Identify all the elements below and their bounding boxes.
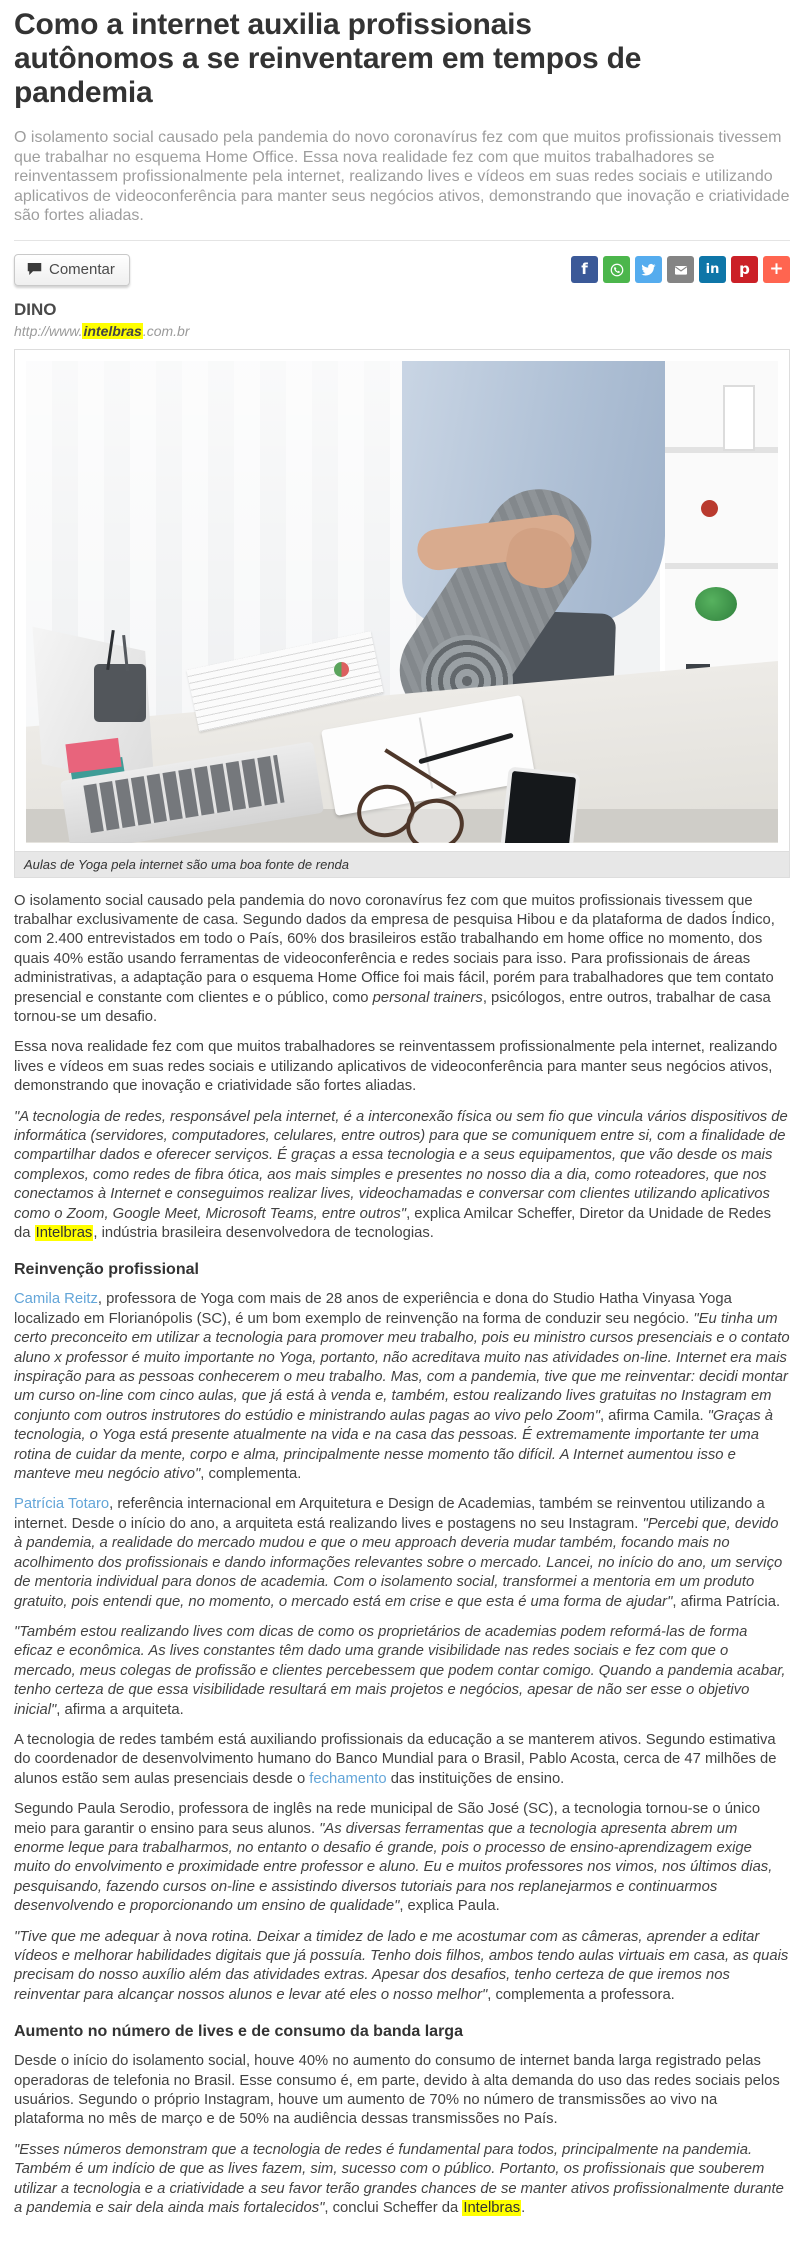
byline [14,300,790,339]
inline-link[interactable]: fechamento [309,1770,387,1787]
facebook-icon: f [581,260,588,278]
page-title: Como a internet auxilia profissionais autônomos a se reinventarem em tempos de pandemia [14,8,642,109]
quote-text: "Eu tinha um certo preconceito em utilizar a tecnologia para promover meu trabalho, pois eu ministro cursos presenciais e o contato aluno x professor é muito importante no Yoga, portanto, não acreditava muito nas atividades on-line. Internet era mais inspiração para as pessoas conhecerem o meu trabalho. Mas, com a pandemia, tive que me reinventar: decidi montar um curso on-line com cinco aulas, que já está à venda e, também, estou realizando lives gratuitas no Instagram em conjunto com outros instrutores do estúdio e ministrando aulas pagas ao vivo pelo Zoom" [14,1310,790,1424]
body-text: , professora de Yoga com mais de 28 anos de experiência e dona do Studio Hatha Vinyasa Yoga localizado em Florianópolis (SC), é um bom exemplo de reinvenção na forma de conduzir seu negócio. [14,1291,732,1327]
inline-link[interactable]: Camila Reitz [14,1291,98,1308]
email-share-button[interactable] [667,256,694,283]
linkedin-icon: in [705,262,720,277]
highlighted-term: Intelbras [35,1225,93,1241]
body-text: , explica Paula. [399,1898,500,1915]
body-text: , referência internacional em Arquitetura e Design de Academias, também se reinventou utilizando a internet. Desde o início do ano, a arquiteta está realizando lives e postagens no seu Instagram. [14,1496,765,1532]
body-text: O isolamento social causado pela pandemia do novo coronavírus fez com que muitos profissionais tivessem que trabalhar exclusivamente de casa. Segundo dados da empresa de pesquisa Hibou e da plataforma de dados Índico, com 2.400 entrevistados em todo o País, 60% dos brasileiros estão trabalhando em home office no momento, dos quais 40% estão usando ferramentas de videoconferência e redes sociais para isso. Para profissionais de áreas administrativas, a adaptação para o esquema Home Office foi mais fácil, porém para trabalhadores que tem contato presencial e constante com clientes e o público, como [14,892,775,1006]
linkedin-share-button[interactable] [699,256,726,283]
article-paragraph [14,1038,790,1096]
inline-link[interactable]: Patrícia Totaro [14,1496,110,1513]
body-text: , afirma Patrícia. [672,1593,781,1610]
quote-text: "Graças à tecnologia, o Yoga está presente atualmente na vida e na casa das pessoas. É extremamente importante ter uma rotina de cuidar da mente, corpo e alma, principalmente nesse momento tão difícil. A Internet aumentou isso e manteve meu negócio ativo" [14,1407,773,1483]
article-lead: O isolamento social causado pela pandemia do novo coronavírus fez com que muitos profissionais tivessem que trabalhar no esquema Home Office. Essa nova realidade fez com que muitos trabalhadores se reinventassem profissionalmente pela internet, realizando lives e vídeos em suas redes sociais e utilizando aplicativos de videoconferência para manter seus negócios ativos, demonstrando que inovação e criatividade são fortes aliadas. [14,129,790,224]
quote-text: "Percebi que, devido à pandemia, a realidade do mercado mudou e que o meu approach deveria mudar também, focando mais no acolhimento dos profissionais e dando informações relevantes sobre o mercado. Lancei, no início do ano, um serviço de mentoria individual para donos de academia. Com o isolamento social, transformei a mentoria em um produto gratuito, pois entendi que, no momento, o mercado está em crise e que esta é uma forma de ajudar" [14,1515,783,1610]
hero-image [26,361,778,843]
pinterest-icon: p [739,260,750,278]
whatsapp-icon [609,262,625,278]
plus-icon: + [769,259,784,279]
smartphone [499,767,580,843]
quote-text: "As diversas ferramentas que a tecnologia apresenta abrem um enorme leque para trabalharmos, no entanto o desafio é grande, pois o processo de ensino-aprendizagem exige muito do envolvimento e proximidade entre professor e aluno. Eu e muitos professores nos vimos, nos últimos dias, pesquisando, fazendo cursos on-line e assistindo diversos tutoriais para nos replanejarmos e continuarmos desenvolvendo e proporcionando um ensino de qualidade" [14,1820,773,1915]
body-text: das instituições de ensino. [386,1770,565,1787]
quote-text: "Também estou realizando lives com dicas de como os proprietários de academias podem reformá-las de forma eficaz e econômica. As lives constantes têm dado uma grande visibilidade nas redes sociais e fez com que o mercado, meus colegas de profissão e clientes percebessem que podem contar comigo. Quando a pandemia acabar, tenho certeza de que essa visibilidade resultará em mais projetos e negócios, apesar de não ser esse o objetivo inicial" [14,1623,786,1718]
article-paragraph [14,1495,790,1611]
quote-text: "Tive que me adequar à nova rotina. Deixar a timidez de lado e me acostumar com as câmeras, aprender a editar vídeos e melhorar habilidades digitais que já possuía. Tenho dois filhos, ambos tendo aulas virtuais em casa, as quais precisam do nosso auxílio além das atividades extras. Apesar dos desafios, tenho certeza de que iremos nos reinventar para alcançar nossos alunos e levar até eles o nosso melhor" [14,1928,789,2003]
article-paragraph [14,1800,790,1916]
article-paragraph [14,1623,790,1720]
twitter-share-button[interactable] [635,256,662,283]
highlighted-term: Intelbras [463,2200,521,2217]
body-text: Desde o início do isolamento social, houve 40% no aumento do consumo de internet banda larga registrado pelas operadoras de telefonia no Brasil. Esse consumo é, em parte, devido à alta demanda do uso das redes sociais pelos usuários. Segundo o próprio Instagram, houve um aumento de 70% no número de transmissões ao vivo na plataforma no mês de março e de 50% na audiência dessas transmissões no País. [14,2053,780,2128]
image-caption: Aulas de Yoga pela internet são uma boa fonte de renda [15,851,789,877]
body-text: , afirma a arquiteta. [56,1701,184,1718]
comment-bubble-icon [27,262,42,276]
comment-button-label: Comentar [49,260,115,278]
quote-text: "Esses números demonstram que a tecnologia de redes é fundamental para todos, principalmente na pandemia. Também é um indício de que as lives fazem, sim, sucesso com o público. Portanto, os profissionais que souberem utilizar a tecnologia e a criatividade a seu favor terão grandes chances de se manter ativos profissionalmente durante a pandemia e sair dela ainda mais fortalecidos" [14,2141,784,2217]
section-heading: Aumento no número de lives e de consumo da banda larga [14,2023,463,2041]
comment-button[interactable] [14,254,130,286]
plant [695,587,737,621]
quote-text: personal trainers [372,989,483,1006]
body-text: , explica Amilcar Scheffer, Diretor da Unidade de Redes da [14,1205,771,1241]
email-icon [673,262,689,278]
facebook-share-button[interactable] [571,256,598,283]
body-text: , conclui Scheffer da [324,2200,463,2217]
body-text: . [521,2200,526,2217]
article-paragraph [14,892,790,1028]
body-text: , complementa a professora. [487,1986,675,2003]
body-text: A tecnologia de redes também está auxiliando profissionais da educação a se manterem ativos. Segundo estimativa do coordenador de desenvolvimento humano do Banco Mundial para o Brasil, Pablo Acosta, cerca de 47 milhões de alunos estão sem aulas presenciais desde o [14,1731,777,1787]
article-paragraph [14,1290,790,1484]
body-text: , indústria brasileira desenvolvedora de tecnologias. [93,1225,434,1241]
divider [14,240,790,241]
section-heading: Reinvenção profissional [14,1261,199,1279]
twitter-icon [641,262,656,277]
article-body [14,892,790,2219]
source-url[interactable]: http://www.intelbras.com.br [14,322,190,339]
article-paragraph [14,2052,790,2130]
article-paragraph [14,1928,790,2006]
author-name: DINO [14,299,57,319]
pinterest-share-button[interactable] [731,256,758,283]
addthis-share-button[interactable] [763,256,790,283]
article-toolbar [14,254,790,286]
article-paragraph [14,1108,790,1244]
body-text: , complementa. [200,1466,302,1483]
whatsapp-share-button[interactable] [603,256,630,283]
body-text: Essa nova realidade fez com que muitos trabalhadores se reinventassem profissionalmente pela internet, realizando lives e vídeos em suas redes sociais e utilizando aplicativos de videoconferência para manter seus negócios ativos, demonstrando que inovação e criatividade são fortes aliadas. [14,1039,778,1095]
share-buttons [571,256,790,283]
body-text: , afirma Camila. [599,1407,708,1424]
article-paragraph [14,2141,790,2219]
quote-text: "A tecnologia de redes, responsável pela internet, é a interconexão física ou sem fio que vincula vários dispositivos de informática (servidores, computadores, celulares, entre outros) para que se comuniquem entre si, com a finalidade de compartilhar dados e oferecer serviços. É graças a essa tecnologia e a seus equipamentos, que vão desde os mais complexos, como redes de fibra ótica, aos mais simples e presentes no nosso dia a dia, como roteadores, que nos conectamos à Internet e conseguimos realizar lives, videochamadas e conversar com clientes utilizando aplicativos como o Zoom, Google Meet, Microsoft Teams, entre outros" [14,1108,788,1222]
body-text: Segundo Paula Serodio, professora de inglês na rede municipal de São José (SC), a tecnologia tornou-se o único meio para garantir o ensino para seus alunos. [14,1801,761,1837]
hero-figure [14,349,790,878]
body-text: , psicólogos, entre outros, trabalhar de casa tornou-se um desafio. [14,989,771,1025]
url-highlight: intelbras [83,322,142,339]
article-paragraph [14,1731,790,1789]
